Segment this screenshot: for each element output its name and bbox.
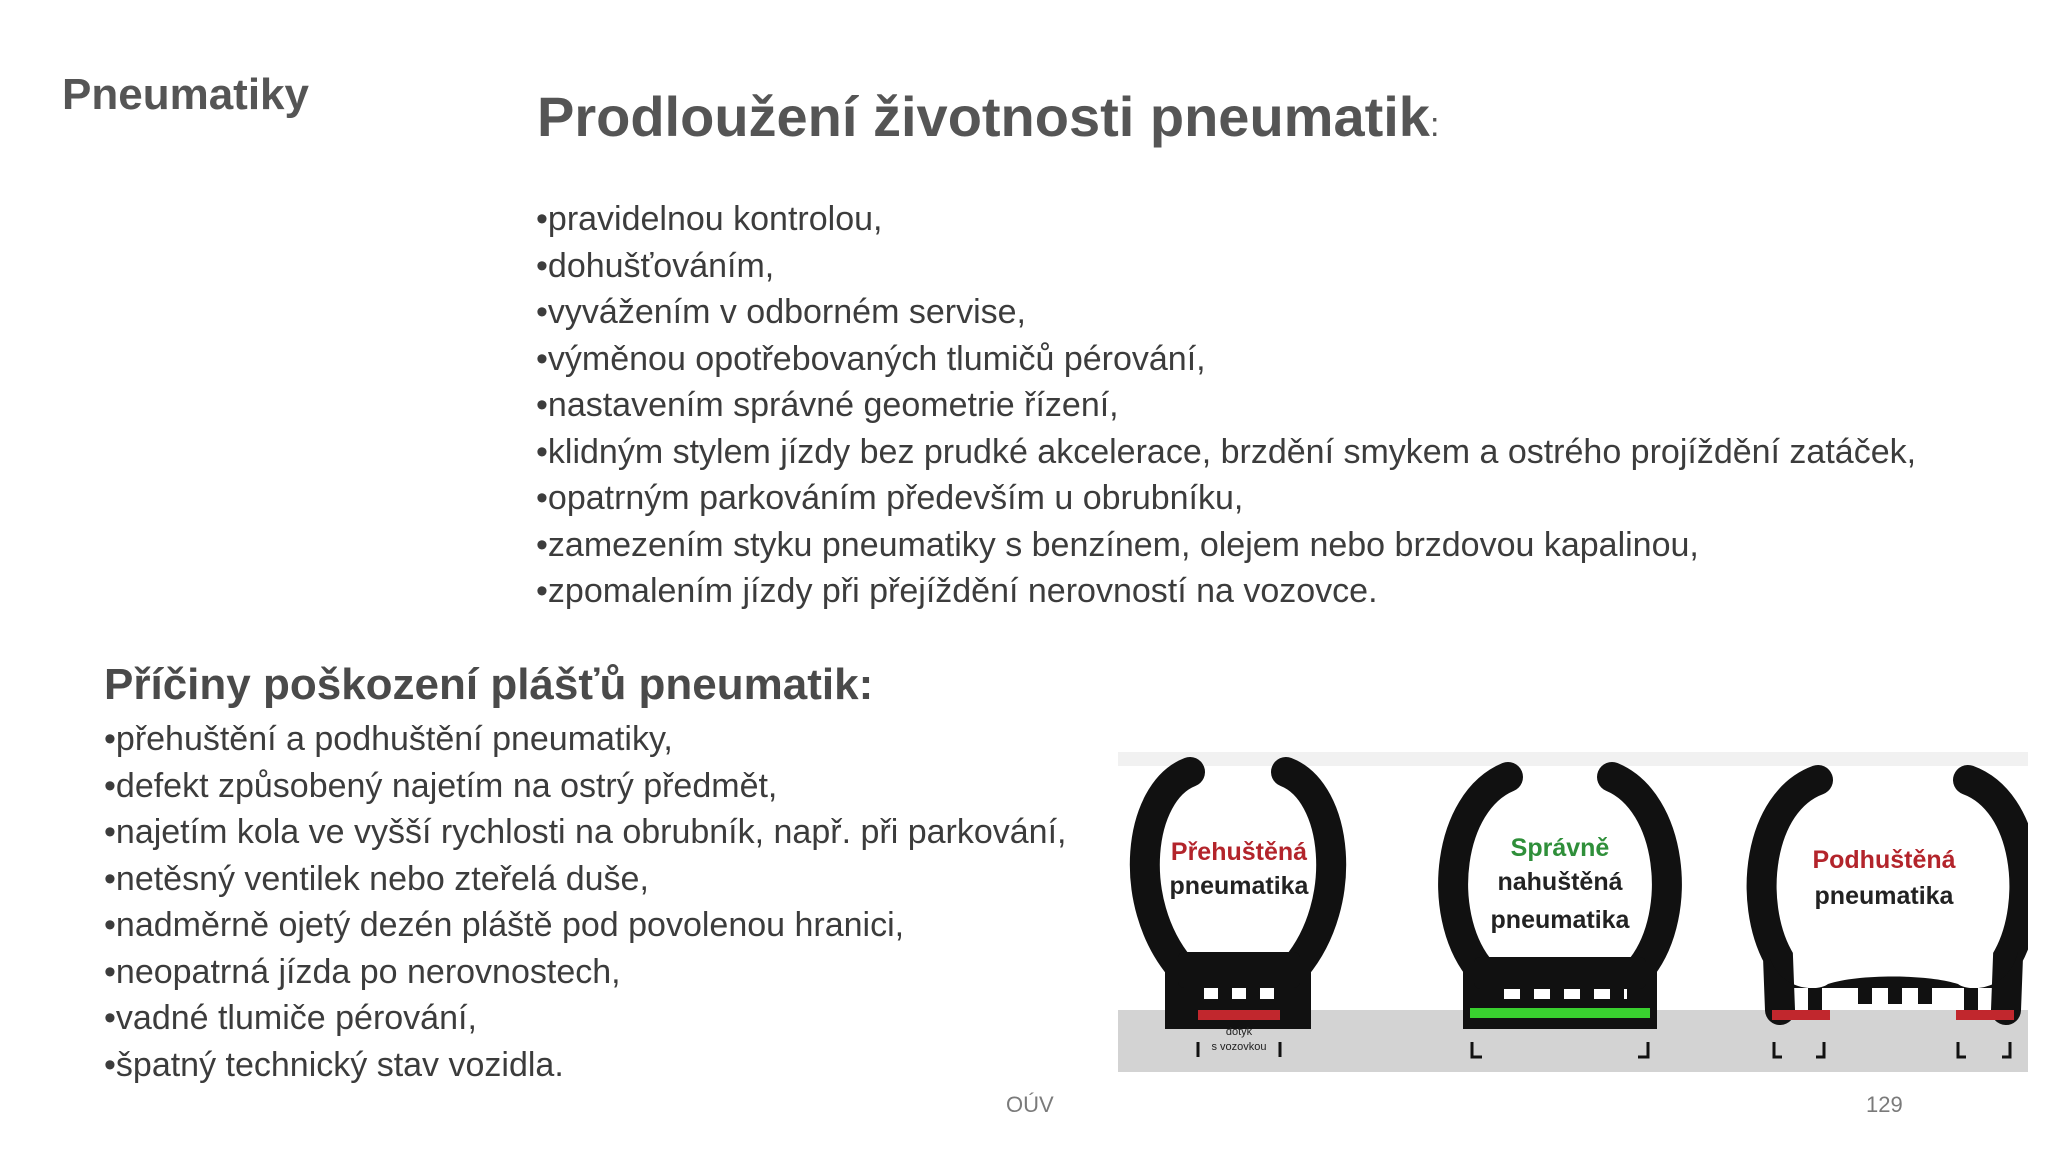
list-item: •vyvážením v odborném servise, [536,293,1026,331]
list-item: •přehuštění a podhuštění pneumatiky, [104,720,673,758]
damage-causes-list [104,716,1066,1088]
list-item: •klidným stylem jízdy bez prudké akcelerace, brzdění smykem a ostrého projíždění zatáček, [536,432,1917,471]
list-item: •vadné tlumiče pérování, [104,999,477,1037]
over-inflated-label-1: Přehuštěná [1170,838,1308,866]
list-item: •výměnou opotřebovaných tlumičů pérování, [536,339,1206,378]
contact-label-1: dotyk [1225,1026,1253,1038]
main-title-text: Prodloužení životnosti pneumatik [537,85,1430,148]
correct-label-2: nahuštěná [1497,868,1623,896]
contact-patch [1470,1008,1650,1018]
list-item: •zpomalením jízdy při přejíždění nerovností na vozovce. [536,572,1378,610]
list-item: •najetím kola ve vyšší rychlosti na obrubník, např. při parkování, [104,813,1067,851]
list-item: •defekt způsobený najetím na ostrý předmět, [104,766,778,805]
under-inflated-label-1: Podhuštěná [1812,846,1956,874]
list-item: •opatrným parkováním především u obrubníku, [536,479,1244,517]
list-item: •zamezením styku pneumatiky s benzínem, olejem nebo brzdovou kapalinou, [536,525,1699,564]
tire-inflation-illustration [1118,752,2028,1072]
list-item: •neopatrná jízda po nerovnostech, [104,952,621,991]
contact-patch [1772,1010,1830,1020]
list-item: •nadměrně ojetý dezén pláště pod povolenou hranici, [104,906,905,944]
main-title [537,84,1439,149]
contact-patch [1198,1010,1280,1020]
correct-label-1: Správně [1510,834,1610,862]
section-title: Pneumatiky [62,70,309,119]
list-item: •nastavením správné geometrie řízení, [536,386,1119,424]
contact-patch [1956,1010,2014,1020]
tire-life-list [536,196,1916,615]
page-number: 129 [1866,1092,1903,1117]
list-item: •dohušťováním, [536,246,775,285]
list-item: •pravidelnou kontrolou, [536,200,883,238]
footer-organization: OÚV [1006,1092,1054,1117]
correct-label-3: pneumatika [1490,906,1630,934]
under-inflated-label-2: pneumatika [1814,882,1954,910]
damage-causes-title: Příčiny poškození plášťů pneumatik: [104,660,874,709]
over-inflated-label-2: pneumatika [1169,872,1309,900]
contact-label-2: s vozovkou [1211,1041,1267,1053]
list-item: •špatný technický stav vozidla. [104,1045,564,1084]
main-title-colon: : [1429,106,1440,144]
list-item: •netěsný ventilek nebo zteřelá duše, [104,859,649,898]
